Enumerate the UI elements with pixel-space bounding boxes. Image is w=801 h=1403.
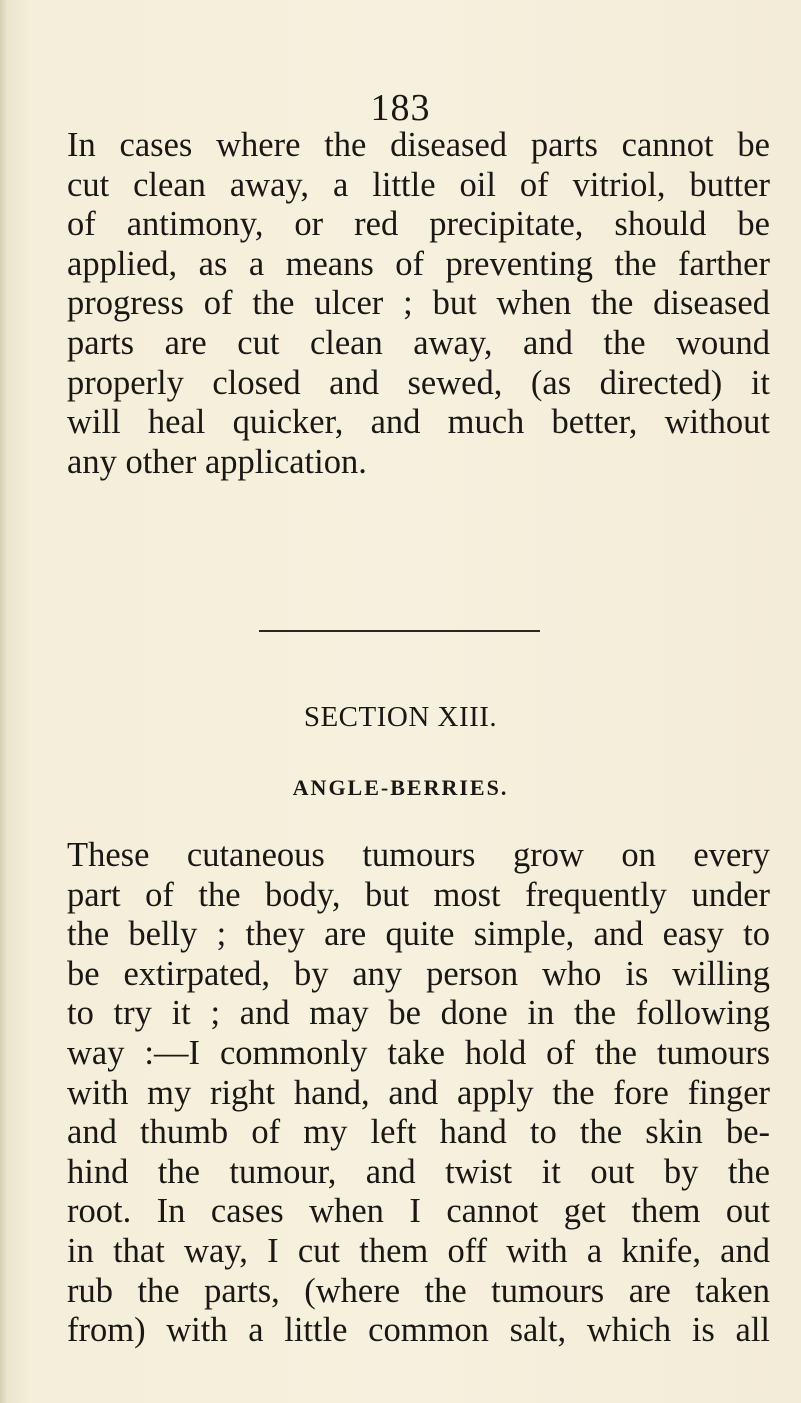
text-line: root. In cases when I cannot get them out bbox=[67, 1192, 770, 1231]
section-divider-rule bbox=[259, 630, 540, 632]
text-line: way :—I commonly take hold of the tumours bbox=[67, 1033, 770, 1072]
text-line: rub the parts, (where the tumours are taken bbox=[67, 1271, 770, 1310]
text-line: applied, as a means of preventing the farther bbox=[67, 244, 770, 283]
text-line: the belly ; they are quite simple, and easy to bbox=[67, 915, 770, 954]
text-line: will heal quicker, and much better, without bbox=[67, 403, 770, 442]
text-line: These cutaneous tumours grow on every bbox=[67, 836, 770, 874]
text-line: of antimony, or red precipitate, should be bbox=[67, 205, 770, 244]
text-line: part of the body, but most frequently under bbox=[67, 875, 770, 914]
text-line: properly closed and sewed, (as directed) it bbox=[67, 363, 770, 402]
text-line: hind the tumour, and twist it out by the bbox=[67, 1152, 770, 1191]
section-subtitle: ANGLE-BERRIES. bbox=[292, 775, 509, 800]
paragraph-ulcer-treatment bbox=[67, 126, 770, 482]
text-line: In cases where the diseased parts cannot be bbox=[67, 126, 770, 164]
text-line: any other application. bbox=[67, 442, 367, 481]
page-number: 183 bbox=[370, 87, 431, 129]
paragraph-angle-berries bbox=[67, 836, 770, 1351]
text-line: from) with a little common salt, which is all bbox=[67, 1311, 770, 1350]
text-line: to try it ; and may be done in the following bbox=[67, 994, 770, 1033]
text-line: with my right hand, and apply the fore finger bbox=[67, 1073, 770, 1112]
text-line: be extirpated, by any person who is willing bbox=[67, 954, 770, 993]
text-line: progress of the ulcer ; but when the diseased bbox=[67, 284, 770, 323]
text-line: cut clean away, a little oil of vitriol, butter bbox=[67, 165, 770, 204]
text-line: in that way, I cut them off with a knife, and bbox=[67, 1231, 770, 1270]
text-line: and thumb of my left hand to the skin be- bbox=[67, 1113, 770, 1152]
text-line: parts are cut clean away, and the wound bbox=[67, 323, 770, 362]
section-title: SECTION XIII. bbox=[303, 701, 498, 733]
